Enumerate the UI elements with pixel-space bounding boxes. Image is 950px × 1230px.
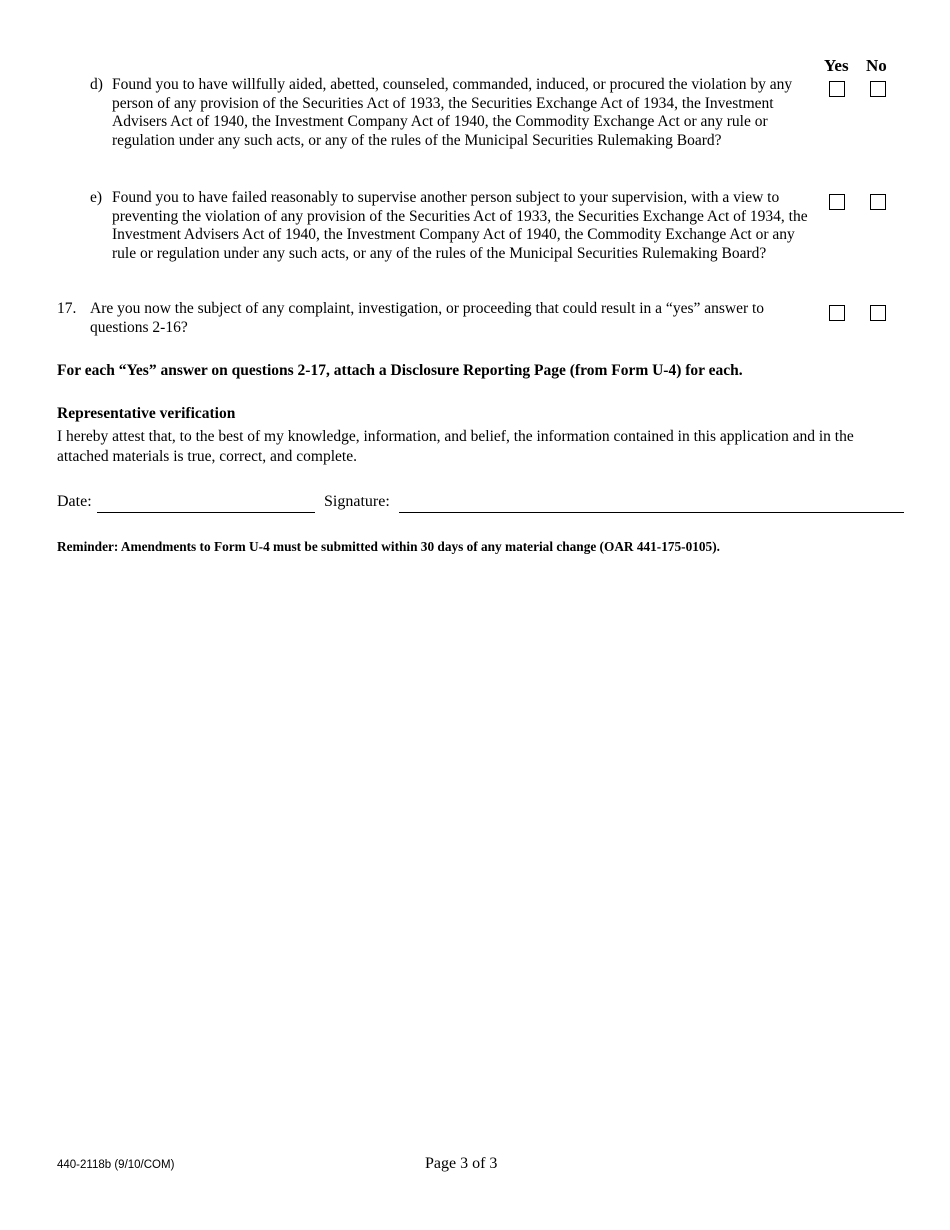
question-text: Found you to have willfully aided, abetted, counseled, commanded, induced, or procured the violation by any person of any provision of the Securities Act of 1933, the Securities Exchange Act of 1934, the Investment Advisers Act of 1940, the Investment Company Act of 1940, the Commodity Exchange Act or any rule or regulation under any such acts, or any of the rules of the Municipal Securities Rulemaking Board? xyxy=(112,76,793,149)
question-marker: 17. xyxy=(57,300,77,317)
amendment-reminder: Reminder: Amendments to Form U-4 must be submitted within 30 days of any material change (OAR 441-175-0105). xyxy=(57,539,720,554)
page-number: Page 3 of 3 xyxy=(425,1155,498,1172)
question-d-yes-checkbox[interactable] xyxy=(829,81,845,97)
question-e-yes-checkbox[interactable] xyxy=(829,194,845,210)
question-17 xyxy=(57,300,817,340)
disclosure-instruction: For each “Yes” answer on questions 2-17, attach a Disclosure Reporting Page (from Form U-4) for each. xyxy=(57,362,743,379)
date-label: Date: xyxy=(57,493,92,510)
verification-heading: Representative verification xyxy=(57,405,236,422)
date-field[interactable] xyxy=(97,512,315,513)
verification-statement: I hereby attest that, to the best of my knowledge, information, and belief, the information contained in this application and in the attached materials is true, correct, and complete. xyxy=(57,428,854,465)
yes-column-heading: Yes xyxy=(824,56,849,75)
question-text: Found you to have failed reasonably to supervise another person subject to your supervision, with a view to preventing the violation of any provision of the Securities Act of 1933, the Securities Exchange Act of 1934, the Investment Advisers Act of 1940, the Investment Company Act of 1940, the Commodity Exchange Act or any rule or regulation under any such acts, or any of the rules of the Municipal Securities Rulemaking Board? xyxy=(112,189,808,262)
question-d-no-checkbox[interactable] xyxy=(870,81,886,97)
question-e-no-checkbox[interactable] xyxy=(870,194,886,210)
question-marker: d) xyxy=(90,76,103,93)
question-d xyxy=(90,76,820,171)
signature-field[interactable] xyxy=(399,512,904,513)
signature-label: Signature: xyxy=(324,493,390,510)
question-17-yes-checkbox[interactable] xyxy=(829,305,845,321)
form-number: 440-2118b (9/10/COM) xyxy=(57,1159,175,1171)
question-e xyxy=(90,189,820,284)
no-column-heading: No xyxy=(866,56,887,75)
question-17-no-checkbox[interactable] xyxy=(870,305,886,321)
question-marker: e) xyxy=(90,189,103,206)
question-text: Are you now the subject of any complaint, investigation, or proceeding that could result in a “yes” answer to questions 2-16? xyxy=(90,300,765,336)
